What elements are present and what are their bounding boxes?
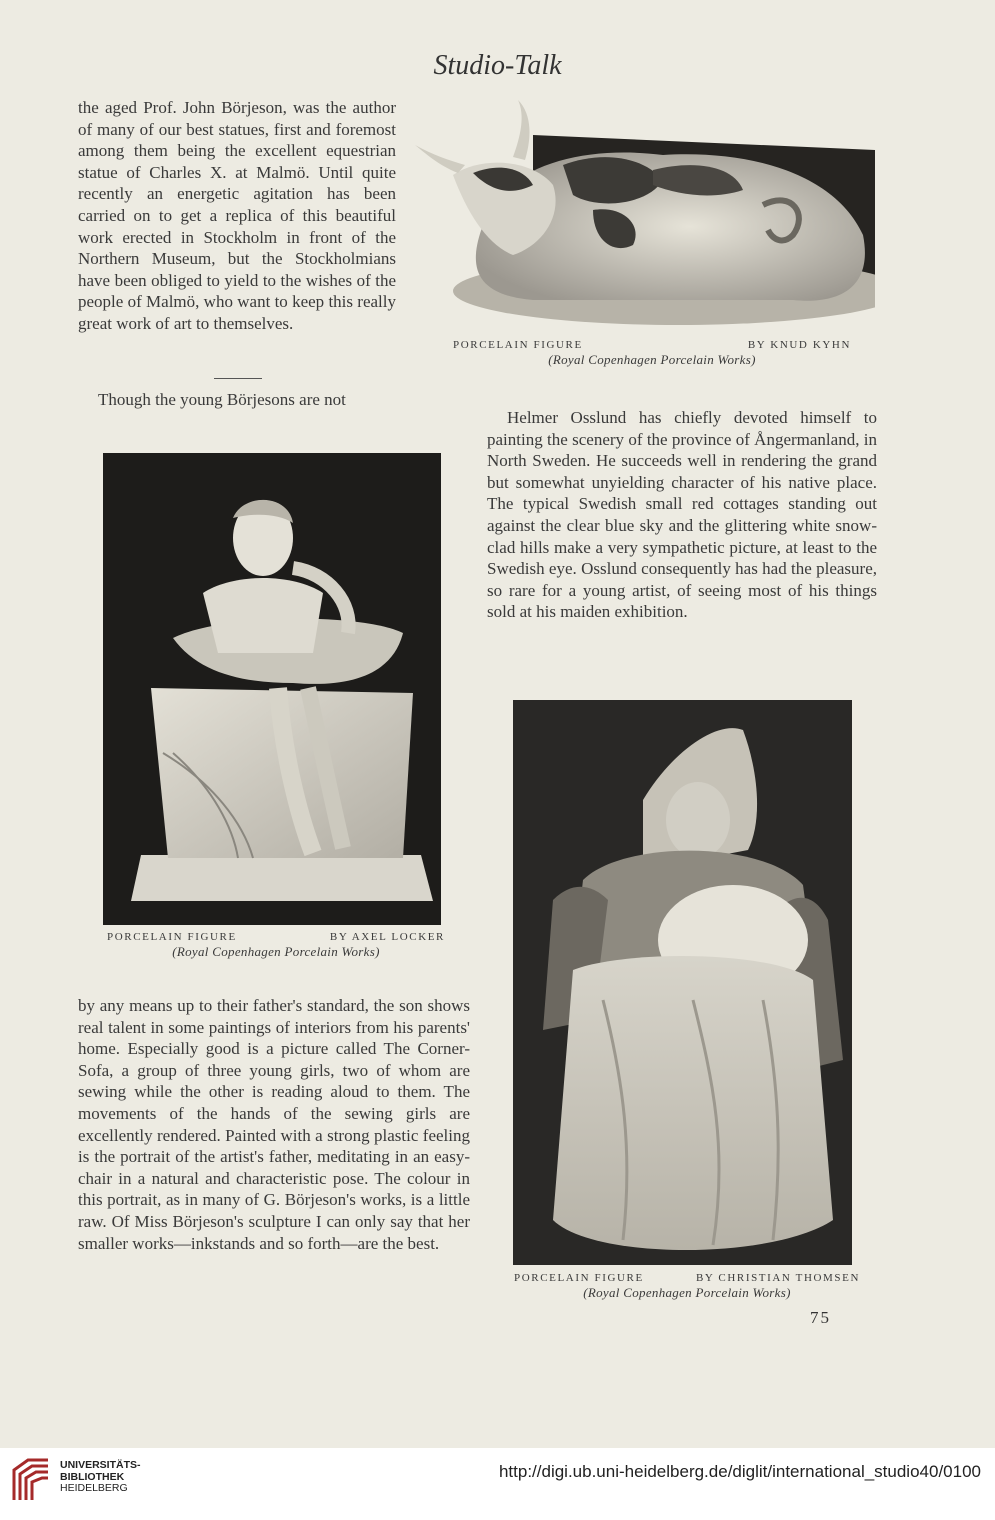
plate-cow [413, 95, 875, 333]
footer-bar [0, 1448, 995, 1520]
seated-girl-figure-icon [103, 453, 441, 925]
page-number: 75 [810, 1308, 831, 1327]
library-logo-icon [8, 1456, 56, 1508]
library-name [60, 1460, 141, 1495]
article-text-osslund: Helmer Osslund has chiefly devoted himself to painting the scenery of the province of Ångermanland, in North Sweden. He succeeds well in rendering the grand but somewhat unyielding character of his native place. The typical Swedish small red cottages standing out against the clear blue sky and the glittering white snow-clad hills make a very sympathetic picture, at least to the Swedish eye. Osslund consequently has had the pleasure, so rare for a young artist, of seeing most of his things sold at his maiden exhibition. [487, 408, 877, 622]
plate-seated-girl [103, 453, 441, 925]
caption-peasant-woman [514, 1272, 860, 1301]
caption-cow [453, 339, 851, 368]
caption-seated-girl [107, 931, 445, 960]
caption-cow-maker: (Royal Copenhagen Porcelain Works) [548, 352, 756, 367]
caption-girl-artist: BY AXEL LOCKER [329, 931, 445, 943]
running-head: Studio-Talk [433, 50, 562, 81]
library-name-line2: BIBLIOTHEK [60, 1470, 125, 1483]
caption-girl-title: PORCELAIN FIGURE [107, 931, 237, 943]
peasant-woman-figure-icon [513, 700, 852, 1265]
caption-woman-title: PORCELAIN FIGURE [514, 1272, 644, 1284]
cow-figure-icon [413, 95, 875, 333]
article-text-col1-para2: Though the young Börjesons are not [98, 390, 346, 409]
caption-woman-artist: BY CHRISTIAN THOMSEN [695, 1272, 860, 1284]
caption-cow-artist: BY KNUD KYHN [747, 339, 851, 351]
section-divider [214, 378, 262, 379]
article-text-col1-top: the aged Prof. John Börjeson, was the author of many of our best statues, first and foremost among them being the excellent equestrian statue of Charles X. at Malmö. Until quite recently an energetic agitation has been carried on to get a replica of this beautiful work erected in Stockholm in front of the Northern Museum, but the Stockholmians have been obliged to yield to the wishes of the people of Malmö, who want to keep this really great work of art to themselves. [78, 98, 396, 333]
library-name-line3: HEIDELBERG [60, 1482, 128, 1494]
caption-girl-maker: (Royal Copenhagen Porcelain Works) [172, 944, 380, 959]
article-text-col1-bottom: by any means up to their father's standard, the son shows real talent in some paintings of interiors from his parents' home. Especially good is a picture called The Corner-Sofa, a group of three young girls, two of whom are sewing while the other is reading aloud to them. The movements of the hands of the sewing girls are excellently rendered. Painted with a strong plastic feeling is the portrait of the artist's father, meditating in an easy-chair in a natural and characteristic pose. The colour in this portrait, as in many of G. Börjeson's works, is a little raw. Of Miss Börjeson's sculpture I can only say that her smaller works—inkstands and so forth—are the best. [78, 996, 470, 1253]
plate-peasant-woman [513, 700, 852, 1265]
source-url-link[interactable]: http://digi.ub.uni-heidelberg.de/diglit/international_studio40/0100 [498, 1462, 981, 1481]
caption-woman-maker: (Royal Copenhagen Porcelain Works) [583, 1285, 791, 1300]
library-name-line1: UNIVERSITÄTS- [60, 1459, 141, 1471]
caption-cow-title: PORCELAIN FIGURE [453, 339, 583, 351]
